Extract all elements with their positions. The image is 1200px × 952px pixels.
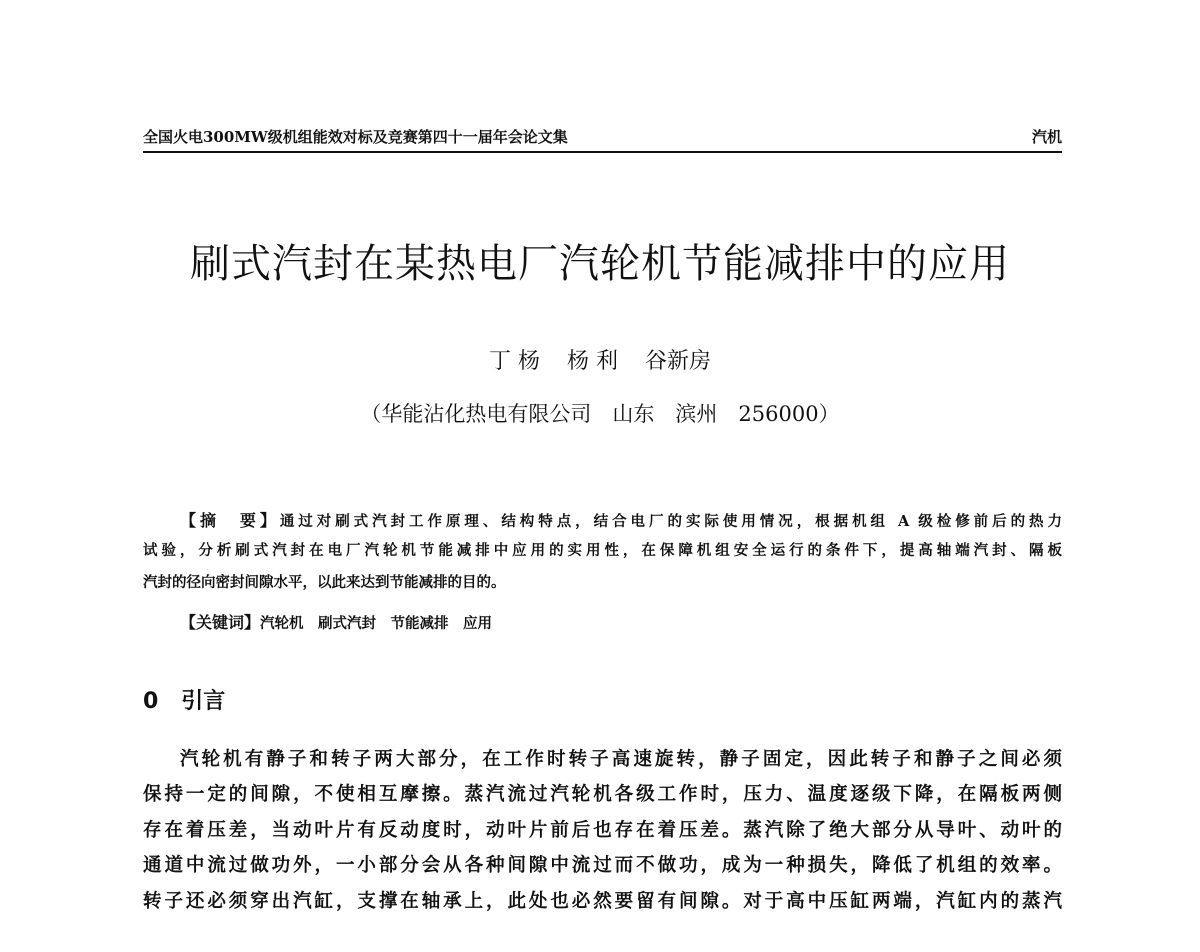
header-section: 汽机 [1031,128,1062,146]
header-journal: 全国火电300MW级机组能效对标及竞赛第四十一届年会论文集 [143,128,568,146]
keywords [180,610,1099,633]
header-rule [143,151,1062,153]
author: 杨 利 [566,349,618,374]
affiliation: （华能沾化热电有限公司 山东 滨州 256000） [360,402,840,426]
authors [0,344,1200,375]
keywords-text: 汽轮机 刷式汽封 节能减排 应用 [260,615,493,632]
author: 谷新房 [644,349,711,374]
body-line: 转子还必须穿出汽缸，支撑在轴承上，此处也必然要留有间隙。对于高中压缸两端，汽缸内的蒸汽 [143,891,1062,912]
keywords-label: 【关键词】 [180,613,261,632]
paper-title: 刷式汽封在某热电厂汽轮机节能减排中的应用 [190,241,1010,287]
body-line: 存在着压差，当动叶片有反动度时，动叶片前后也存在着压差。蒸汽除了绝大部分从导叶、动叶的 [143,820,1062,841]
section-heading: 0 引言 [143,689,226,714]
author: 丁 杨 [488,349,540,374]
abstract-label: 【摘 要】 [180,511,280,530]
running-header [143,126,1062,147]
body-line: 汽轮机有静子和转子两大部分，在工作时转子高速旋转，静子固定，因此转子和静子之间必须 [180,749,1062,770]
abstract-line: 汽封的径向密封间隙水平，以此来达到节能减排的目的。 [143,574,506,591]
body-line: 通道中流过做功外，一小部分会从各种间隙中流过而不做功，成为一种损失，降低了机组的效率。 [143,855,1062,876]
abstract-line: 【摘 要】通过对刷式汽封工作原理、结构特点，结合电厂的实际使用情况，根据机组 A 级检修前后的热力 [180,511,1062,530]
body-line: 保持一定的间隙，不使相互摩擦。蒸汽流过汽轮机各级工作时，压力、温度逐级下降，在隔板两侧 [143,784,1062,805]
abstract-line: 试验，分析刷式汽封在电厂汽轮机节能减排中应用的实用性，在保障机组安全运行的条件下，提高轴端汽封、隔板 [143,542,1062,559]
